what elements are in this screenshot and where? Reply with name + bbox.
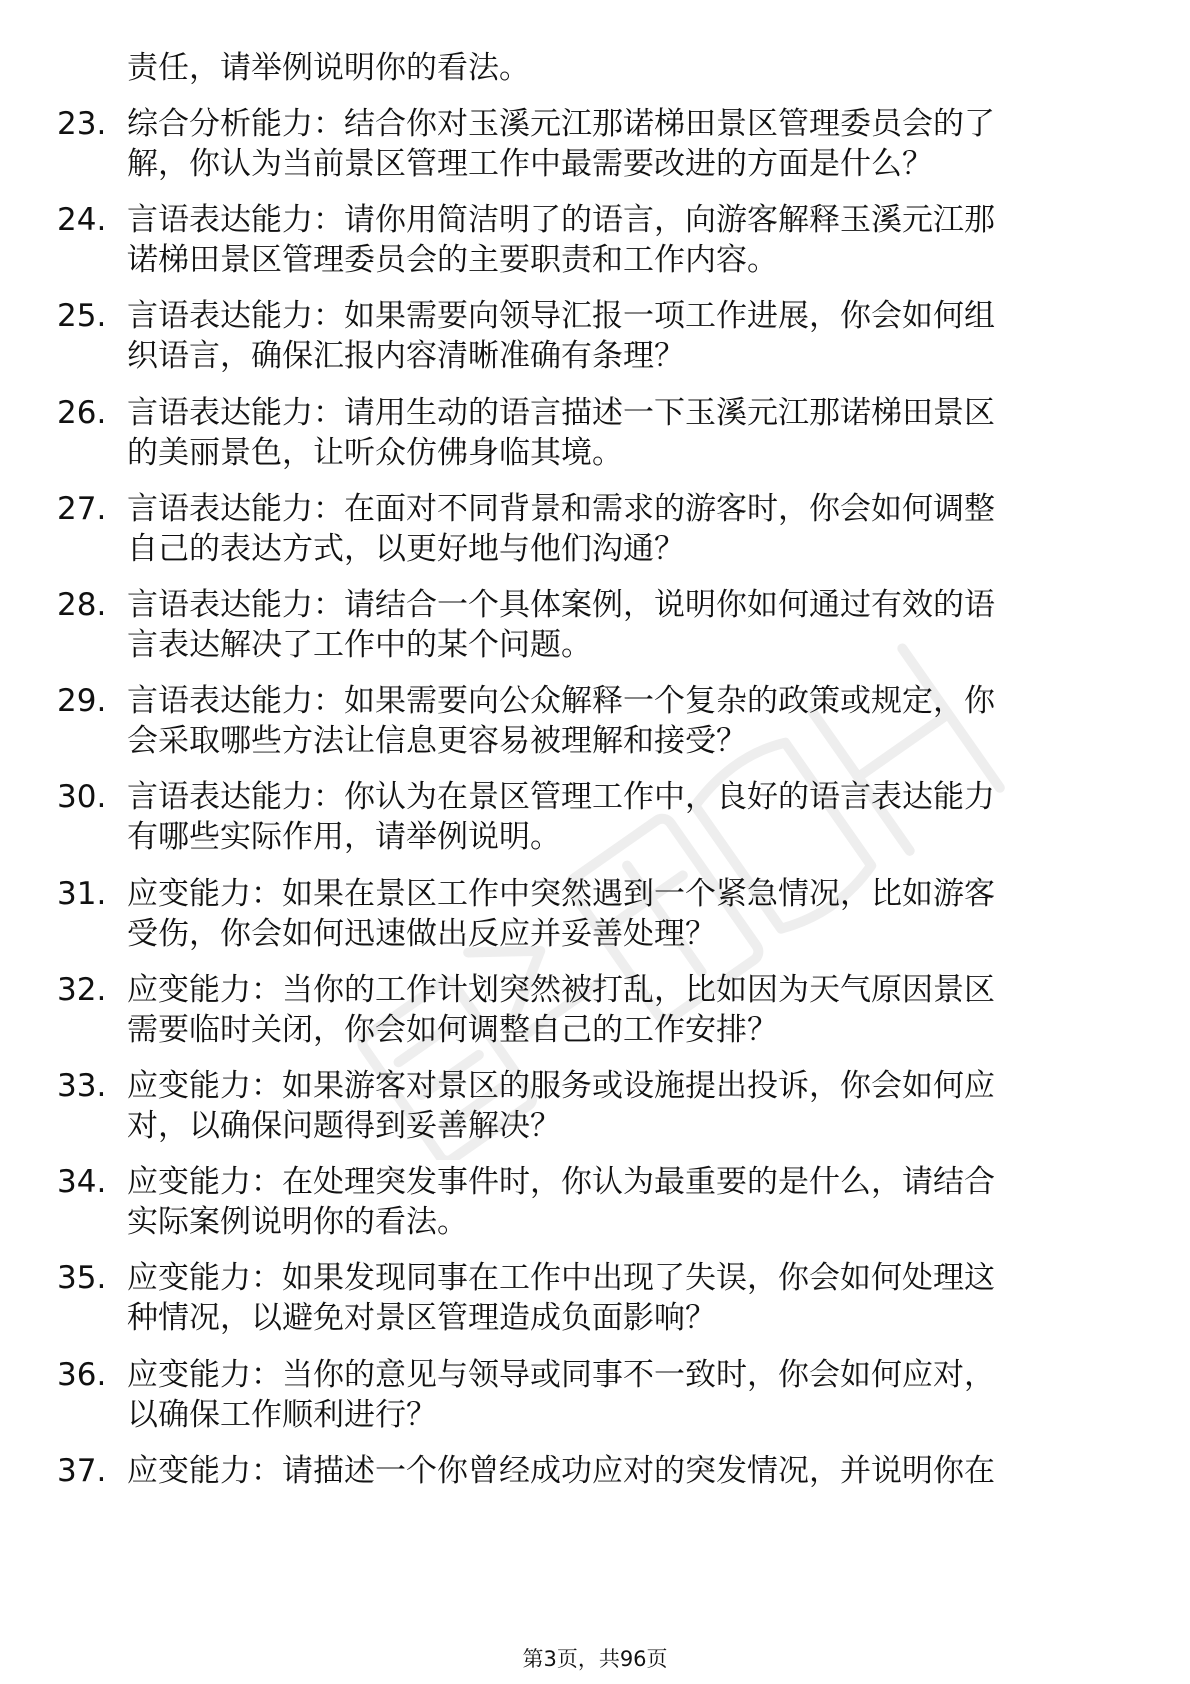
item-text-line: 言语表达能力：在面对不同背景和需求的游客时，你会如何调整: [127, 490, 995, 527]
item-text-line: 应变能力：如果游客对景区的服务或设施提出投诉，你会如何应: [127, 1068, 995, 1104]
list-item: [0, 393, 1190, 483]
item-number: 34.: [57, 1164, 107, 1201]
item-text: [127, 393, 1127, 473]
list-item: [0, 1066, 1190, 1156]
item-text-line: 言语表达能力：你认为在景区管理工作中，良好的语言表达能力: [127, 779, 995, 816]
item-number: 36.: [57, 1356, 107, 1393]
list-item: [0, 296, 1190, 386]
item-text-line: 织语言，确保汇报内容清晰准确有条理？: [127, 338, 685, 375]
item-text-line: 言语表达能力：如果需要向领导汇报一项工作进展，你会如何组: [127, 298, 995, 335]
item-text-line: 有哪些实际作用，请举例说明。: [127, 819, 561, 856]
list-item: [0, 970, 1190, 1060]
item-text: [127, 1258, 1127, 1338]
item-text-line: 言语表达能力：请用生动的语言描述一下玉溪元江那诺梯田景区: [127, 394, 995, 431]
item-text: [127, 1066, 1127, 1146]
item-text: [127, 681, 1127, 761]
item-text-line: 应变能力：在处理突发事件时，你认为最重要的是什么，请结合: [127, 1164, 995, 1201]
item-text-line: 应变能力：当你的工作计划突然被打乱，比如因为天气原因景区: [127, 971, 995, 1008]
item-text: [127, 104, 1127, 184]
item-text: [127, 970, 1127, 1050]
item-text: [127, 1162, 1127, 1242]
item-text-line: 综合分析能力：结合你对玉溪元江那诺梯田景区管理委员会的了: [127, 106, 995, 142]
page-number: 第3页，共96页: [522, 1647, 668, 1671]
item-text: [127, 585, 1127, 665]
item-number: 32.: [57, 971, 107, 1008]
item-text-line: 会采取哪些方法让信息更容易被理解和接受？: [127, 723, 747, 760]
item-number: 25.: [57, 298, 107, 335]
item-text-line: 诺梯田景区管理委员会的主要职责和工作内容。: [127, 242, 778, 279]
item-text-line: 受伤，你会如何迅速做出反应并妥善处理？: [127, 915, 716, 952]
list-item: [0, 104, 1190, 194]
item-number: 27.: [57, 490, 107, 527]
item-text: [127, 777, 1127, 857]
item-text-line: 应变能力：当你的意见与领导或同事不一致时，你会如何应对，: [127, 1356, 995, 1393]
item-number: 31.: [57, 875, 107, 912]
item-text-line: 需要临时关闭，你会如何调整自己的工作安排？: [127, 1011, 778, 1048]
list-item: [0, 1162, 1190, 1252]
item-text-line: 应变能力：如果在景区工作中突然遇到一个紧急情况，比如游客: [127, 875, 995, 912]
list-item: [0, 1355, 1190, 1445]
item-text: [127, 1355, 1127, 1435]
list-item: [0, 585, 1190, 675]
list-item: [0, 777, 1190, 867]
item-number: 33.: [57, 1068, 107, 1104]
list-item: [0, 1451, 1190, 1541]
item-text: [127, 1451, 1127, 1491]
item-text: [127, 200, 1127, 280]
continued-text: 责任，请举例说明你的看法。: [127, 50, 530, 86]
item-text-line: 解，你认为当前景区管理工作中最需要改进的方面是什么？: [127, 146, 933, 182]
item-text-line: 言语表达能力：请结合一个具体案例，说明你如何通过有效的语: [127, 587, 995, 623]
item-number: 29.: [57, 683, 107, 720]
item-text-line: 种情况，以避免对景区管理造成负面影响？: [127, 1300, 716, 1337]
list-item: [0, 874, 1190, 964]
list-item: [0, 200, 1190, 290]
item-text-line: 对，以确保问题得到妥善解决？: [127, 1108, 561, 1144]
item-text-line: 言语表达能力：请你用简洁明了的语言，向游客解释玉溪元江那: [127, 202, 995, 239]
item-text: [127, 296, 1127, 376]
item-text-line: 的美丽景色，让听众仿佛身临其境。: [127, 434, 623, 471]
item-text: [127, 874, 1127, 954]
item-number: 30.: [57, 779, 107, 816]
item-text-line: 自己的表达方式，以更好地与他们沟通？: [127, 530, 685, 567]
item-text-line: 实际案例说明你的看法。: [127, 1204, 468, 1241]
item-text: [127, 489, 1127, 569]
list-item: [0, 489, 1190, 579]
item-number: 24.: [57, 202, 107, 239]
item-number: 23.: [57, 106, 107, 142]
item-text-line: 应变能力：如果发现同事在工作中出现了失误，你会如何处理这: [127, 1260, 995, 1297]
item-number: 37.: [57, 1452, 107, 1489]
item-text-line: 应变能力：请描述一个你曾经成功应对的突发情况，并说明你在: [127, 1452, 995, 1489]
item-number: 35.: [57, 1260, 107, 1297]
item-text-line: 言语表达能力：如果需要向公众解释一个复杂的政策或规定，你: [127, 683, 995, 720]
item-text-line: 言表达解决了工作中的某个问题。: [127, 627, 592, 663]
item-number: 28.: [57, 587, 107, 623]
item-number: 26.: [57, 394, 107, 431]
item-text-line: 以确保工作顺利进行？: [127, 1396, 437, 1433]
list-item: [0, 681, 1190, 771]
list-item: [0, 1258, 1190, 1348]
